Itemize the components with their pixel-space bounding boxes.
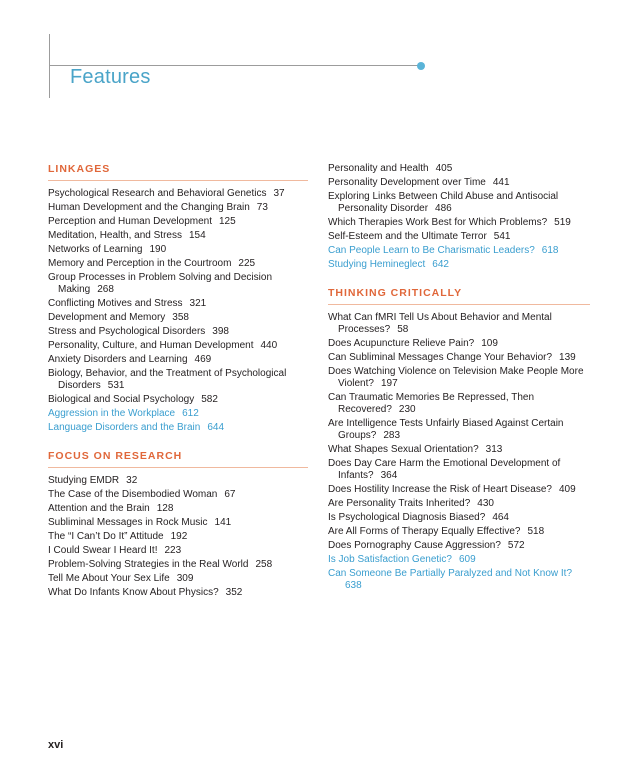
entry-title: What Can fMRI Tell Us About Behavior and Mental Processes? [328, 312, 552, 335]
feature-entry [48, 489, 308, 501]
feature-entry [328, 191, 590, 215]
entry-page-number: 73 [256, 202, 268, 213]
entry-title: Personality Development over Time [328, 177, 486, 188]
entry-page-number: 364 [380, 470, 398, 481]
entry-title: Subliminal Messages in Rock Music [48, 517, 208, 528]
entry-title: Aggression in the Workplace [48, 408, 176, 419]
entry-title: What Do Infants Know About Physics? [48, 587, 219, 598]
entry-page-number: 464 [492, 512, 509, 523]
feature-entry [48, 475, 308, 487]
feature-entry [48, 216, 308, 228]
entry-page-number: 125 [218, 216, 236, 227]
section-heading: LINKAGES [48, 163, 308, 181]
entry-page-number: 67 [224, 489, 236, 500]
feature-entry [48, 298, 308, 310]
entry-title: Are All Forms of Therapy Equally Effective? [328, 526, 521, 537]
feature-entry [48, 422, 308, 434]
feature-entry [328, 163, 590, 175]
entry-page-number: 37 [273, 188, 285, 199]
entry-title: Can Traumatic Memories Be Repressed, Then Recovered? [328, 392, 535, 415]
entry-page-number: 223 [164, 545, 182, 556]
feature-entry [328, 512, 590, 524]
entry-page-number: 258 [255, 559, 273, 570]
feature-entry [48, 272, 308, 296]
entry-page-number: 572 [507, 540, 525, 551]
entry-page-number: 230 [398, 404, 416, 415]
entry-page-number: 128 [156, 503, 174, 514]
section-heading: FOCUS ON RESEARCH [48, 450, 308, 468]
entry-page-number: 440 [260, 340, 278, 351]
entry-title: Group Processes in Problem Solving and Decision Making [48, 272, 272, 295]
entry-title: Self-Esteem and the Ultimate Terror [328, 231, 487, 242]
entry-page-number: 582 [201, 394, 218, 405]
entry-page-number: 541 [493, 231, 511, 242]
entry-page-number: 642 [432, 259, 449, 270]
entry-title: Is Job Satisfaction Genetic? [328, 554, 452, 565]
entry-page-number: 58 [397, 324, 409, 335]
entry-page-number: 518 [527, 526, 545, 537]
entry-title: Anxiety Disorders and Learning [48, 354, 188, 365]
feature-entry [328, 312, 590, 336]
feature-entry [48, 559, 308, 571]
entry-title: Are Intelligence Tests Unfairly Biased Against Certain Groups? [328, 418, 564, 441]
page-title: Features [70, 66, 151, 88]
feature-entry [48, 230, 308, 242]
entry-page-number: 644 [207, 422, 225, 433]
entry-page-number: 268 [97, 284, 114, 295]
feature-entry [328, 245, 590, 257]
entry-title: Stress and Psychological Disorders [48, 326, 206, 337]
entry-page-number: 109 [481, 338, 498, 349]
feature-entry [328, 554, 590, 566]
entry-list [48, 188, 308, 434]
header-dot-ornament [417, 62, 425, 70]
feature-entry [48, 312, 308, 324]
feature-entry [48, 517, 308, 529]
entry-title: Networks of Learning [48, 244, 143, 255]
entry-page-number: 139 [559, 352, 576, 363]
entry-title: Can Subliminal Messages Change Your Behavior? [328, 352, 553, 363]
entry-title: Can People Learn to Be Charismatic Leaders? [328, 245, 535, 256]
entry-title: What Shapes Sexual Orientation? [328, 444, 479, 455]
feature-entry [48, 394, 308, 406]
entry-title: Biology, Behavior, and the Treatment of Psychological Disorders [48, 368, 287, 391]
entry-title: Memory and Perception in the Courtroom [48, 258, 232, 269]
entry-title: Problem-Solving Strategies in the Real World [48, 559, 249, 570]
entry-list [328, 312, 590, 592]
entry-title: Meditation, Health, and Stress [48, 230, 182, 241]
entry-title: I Could Swear I Heard It! [48, 545, 158, 556]
entry-title: Human Development and the Changing Brain [48, 202, 250, 213]
entry-page-number: 154 [188, 230, 206, 241]
entry-list [328, 163, 590, 271]
feature-entry [48, 188, 308, 200]
entry-title: Does Watching Violence on Television Make People More Violent? [328, 366, 584, 389]
entry-page-number: 190 [149, 244, 167, 255]
entry-title: Can Someone Be Partially Paralyzed and Not Know It? [328, 568, 573, 579]
entry-page-number: 309 [176, 573, 194, 584]
header-vertical-rule [49, 34, 50, 98]
entry-page-number: 405 [435, 163, 453, 174]
entry-page-number: 141 [214, 517, 232, 528]
feature-entry [48, 503, 308, 515]
entry-title: Does Pornography Cause Aggression? [328, 540, 501, 551]
entry-page-number: 469 [194, 354, 212, 365]
feature-entry [48, 258, 308, 270]
entry-page-number: 519 [554, 217, 571, 228]
entry-title: Does Hostility Increase the Risk of Heart Disease? [328, 484, 552, 495]
feature-entry [328, 366, 590, 390]
feature-entry [48, 408, 308, 420]
section-spacer [328, 273, 590, 287]
feature-entry [328, 498, 590, 510]
feature-entry [328, 568, 590, 592]
feature-entry [328, 259, 590, 271]
entry-page-number: 398 [212, 326, 229, 337]
feature-entry [328, 540, 590, 552]
right-column [328, 163, 590, 594]
entry-title: Which Therapies Work Best for Which Problems? [328, 217, 548, 228]
entry-page-number: 192 [170, 531, 188, 542]
entry-title: Language Disorders and the Brain [48, 422, 201, 433]
entry-title: Psychological Research and Behavioral Genetics [48, 188, 267, 199]
entry-title: Does Day Care Harm the Emotional Development of Infants? [328, 458, 561, 481]
feature-entry [328, 177, 590, 189]
entry-title: Studying Hemineglect [328, 259, 426, 270]
entry-page-number: 430 [477, 498, 494, 509]
entry-title: Development and Memory [48, 312, 166, 323]
feature-entry [328, 444, 590, 456]
entry-page-number: 618 [541, 245, 559, 256]
feature-entry [48, 573, 308, 585]
entry-page-number: 283 [383, 430, 401, 441]
entry-title: Are Personality Traits Inherited? [328, 498, 471, 509]
entry-title: Conflicting Motives and Stress [48, 298, 183, 309]
entry-title: Does Acupuncture Relieve Pain? [328, 338, 475, 349]
entry-page-number: 486 [435, 203, 452, 214]
entry-page-number: 352 [225, 587, 243, 598]
entry-title: Personality and Health [328, 163, 429, 174]
feature-entry [48, 326, 308, 338]
entry-title: Exploring Links Between Child Abuse and Antisocial Personality Disorder [328, 191, 559, 214]
feature-entry [328, 217, 590, 229]
entry-page-number: 609 [458, 554, 476, 565]
entry-page-number: 531 [107, 380, 125, 391]
section-linkages [48, 163, 308, 434]
feature-entry [48, 587, 308, 599]
entry-page-number: 197 [380, 378, 398, 389]
feature-entry [48, 202, 308, 214]
entry-list [48, 475, 308, 599]
feature-entry [48, 244, 308, 256]
entry-title: Studying EMDR [48, 475, 120, 486]
section-spacer [48, 436, 308, 450]
entry-title: Tell Me About Your Sex Life [48, 573, 170, 584]
section-right_column-continued [328, 163, 590, 271]
page-number: xvi [48, 739, 64, 751]
left-column [48, 163, 308, 601]
feature-entry [48, 368, 308, 392]
entry-title: Personality, Culture, and Human Development [48, 340, 254, 351]
feature-entry [328, 231, 590, 243]
entry-page-number: 32 [126, 475, 138, 486]
feature-entry [48, 340, 308, 352]
entry-page-number: 358 [172, 312, 189, 323]
feature-entry [328, 526, 590, 538]
entry-title: The “I Can’t Do It” Attitude [48, 531, 164, 542]
feature-entry [328, 484, 590, 496]
section-thinking-critically [328, 287, 590, 592]
entry-title: Is Psychological Diagnosis Biased? [328, 512, 486, 523]
entry-page-number: 321 [189, 298, 207, 309]
feature-entry [328, 338, 590, 350]
feature-entry [328, 392, 590, 416]
feature-entry [328, 352, 590, 364]
feature-entry [328, 418, 590, 442]
entry-title: Perception and Human Development [48, 216, 212, 227]
feature-entry [48, 354, 308, 366]
entry-page-number: 441 [492, 177, 510, 188]
entry-page-number: 409 [558, 484, 576, 495]
feature-entry [328, 458, 590, 482]
entry-page-number: 612 [182, 408, 199, 419]
entry-title: Biological and Social Psychology [48, 394, 195, 405]
section-heading: THINKING CRITICALLY [328, 287, 590, 305]
entry-page-number: 225 [238, 258, 256, 269]
feature-entry [48, 545, 308, 557]
entry-page-number: 638 [345, 580, 362, 591]
entry-title: The Case of the Disembodied Woman [48, 489, 218, 500]
section-focus-on-research [48, 450, 308, 599]
entry-page-number: 313 [485, 444, 503, 455]
entry-title: Attention and the Brain [48, 503, 150, 514]
feature-entry [48, 531, 308, 543]
